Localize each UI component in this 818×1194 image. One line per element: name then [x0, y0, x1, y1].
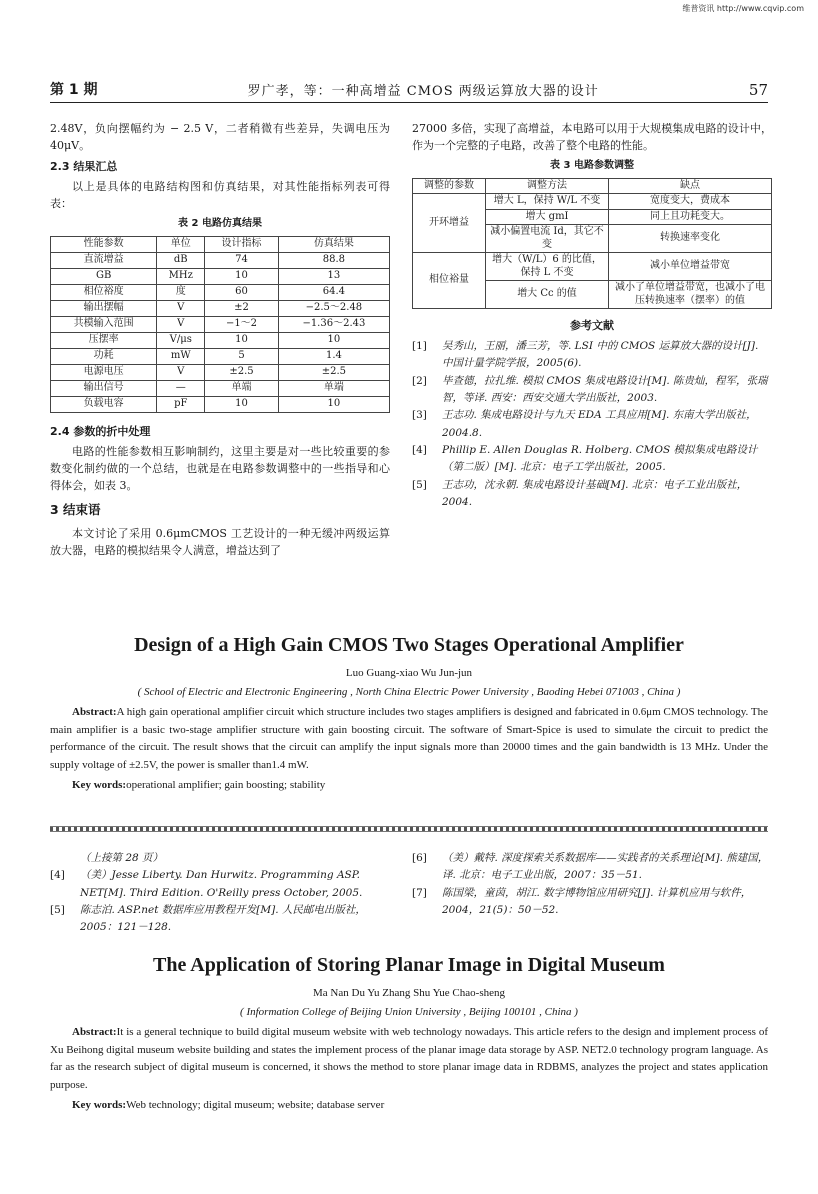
- keywords-text: Web technology; digital museum; website; database server: [126, 1099, 385, 1112]
- english-title: Design of a High Gain CMOS Two Stages Operational Amplifier: [134, 634, 684, 656]
- table-cell: 10: [278, 332, 389, 348]
- table-header: 缺点: [609, 178, 772, 194]
- table-cell: ±2: [205, 300, 279, 316]
- paragraph: 2.48V，负向摆幅约为 − 2.5 V，二者稍微有些差异，失调电压为 40μV。: [50, 122, 390, 153]
- english-title: The Application of Storing Planar Image in Digital Museum: [153, 954, 665, 976]
- table-cell: 增大 L，保持 W/L 不变: [486, 194, 609, 210]
- table-header: 设计指标: [205, 236, 279, 252]
- abstract-label: Abstract:: [72, 706, 117, 719]
- table-cell: V: [157, 316, 205, 332]
- table-cell: 转换速率变化: [609, 225, 772, 253]
- english-authors: Ma Nan Du Yu Zhang Shu Yue Chao-sheng: [313, 987, 505, 999]
- issue-number: 第 1 期: [50, 82, 98, 99]
- reference-item: [50, 850, 395, 867]
- table-cell: 10: [205, 332, 279, 348]
- keywords-label: Key words:: [72, 779, 127, 792]
- table-cell: 直流增益: [51, 252, 157, 268]
- table-row: [51, 284, 390, 300]
- reference-number: [4]: [50, 869, 65, 882]
- table-cell: −1～2: [205, 316, 279, 332]
- section-heading: 2.4 参数的折中处理: [50, 424, 151, 438]
- section-heading: 2.3 结果汇总: [50, 160, 118, 174]
- reference-item: [50, 867, 395, 902]
- table-cell: mW: [157, 348, 205, 364]
- table-cell: 相位裕度: [51, 284, 157, 300]
- reference-number: [4]: [412, 444, 427, 457]
- table-header: 仿真结果: [278, 236, 389, 252]
- table-header: 调整方法: [486, 178, 609, 194]
- section-heading: 3 结束语: [50, 501, 101, 517]
- table-cell: pF: [157, 396, 205, 412]
- right-column: [412, 120, 772, 511]
- table-cell: ±2.5: [278, 364, 389, 380]
- table-row: [51, 348, 390, 364]
- watermark: 维普资讯 http://www.cqvip.com: [682, 4, 804, 13]
- table-cell: 共模输入范围: [51, 316, 157, 332]
- table-cell: 相位裕量: [413, 253, 486, 309]
- table-header: 单位: [157, 236, 205, 252]
- table-row: [51, 364, 390, 380]
- english-abstract: [50, 1024, 768, 1094]
- abstract-text: A high gain operational amplifier circuit which structure includes two stages amplifiers is designed and fabricated in 0.6μm CMOS technology. The main amplifier is a basic two-stage amplifier structure with gain boosting circuit. The software of Smart-Spice is used to simulate the circuit to predict the performance of the circuit. The result shows that the circuit can amplify the input signals more than 20000 times and the gain bandwidth is 13 MHz. Under the supply voltage of ±2.5V, the power is smaller than1.4 mW.: [50, 706, 768, 771]
- table-cell: 10: [205, 396, 279, 412]
- table-row: [51, 380, 390, 396]
- reference-item: [412, 338, 772, 373]
- references-list: [412, 338, 772, 511]
- table-cell: 度: [157, 284, 205, 300]
- english-abstract: [50, 704, 768, 774]
- section-divider: [50, 826, 768, 832]
- reference-item: [412, 477, 772, 512]
- reference-item: [412, 407, 772, 442]
- table-cell: 减小了单位增益带宽，也减小了电压转换速率（摆率）的值: [609, 281, 772, 309]
- table-header: 性能参数: [51, 236, 157, 252]
- table-cell: 5: [205, 348, 279, 364]
- table-cell: 减小单位增益带宽: [609, 253, 772, 281]
- table-cell: 64.4: [278, 284, 389, 300]
- reference-number: [7]: [412, 886, 427, 899]
- table-cell: 10: [278, 396, 389, 412]
- table-cell: −1.36～2.43: [278, 316, 389, 332]
- reference-text: 吴秀山，王丽，潘三芳，等. LSI 中的 CMOS 运算放大器的设计[J]. 中国计量学院学报，2005(6).: [442, 340, 759, 370]
- running-title: 罗广孝，等：一种高增益 CMOS 两级运算放大器的设计: [247, 83, 599, 99]
- english-keywords: [50, 777, 768, 794]
- table-caption: 表 3 电路参数调整: [550, 160, 634, 172]
- table-cell: V: [157, 364, 205, 380]
- table-cell: 减小偏置电流 Id，其它不变: [486, 225, 609, 253]
- table-cell: 负载电容: [51, 396, 157, 412]
- table-row: [51, 332, 390, 348]
- paragraph: 电路的性能参数相互影响制约，这里主要是对一些比较重要的参数变化制约做的一个总结，也就是在电路参数调整中的一些指导和心得体会，如表 3。: [50, 444, 390, 492]
- abstract-text: It is a general technique to build digital museum website with web technology nowadays. This article refers to the design and implement process of Xu Beihong digital museum website building and states the implement process of the planar image data storage by ASP. NET2.0 technology program language. As far as the research subject of digital museum is concerned, it shows the method to store planar image data in RDBMS, analyzes the project and states application purpose.: [50, 1026, 768, 1091]
- paragraph: 以上是具体的电路结构图和仿真结果，对其性能指标列表可得表：: [50, 180, 390, 211]
- reference-item: [50, 902, 395, 937]
- reference-number: [6]: [412, 852, 427, 864]
- table-cell: V: [157, 300, 205, 316]
- keywords-label: Key words:: [72, 1099, 127, 1112]
- reference-item: [412, 373, 772, 408]
- table-row: [51, 316, 390, 332]
- table-cell: MHz: [157, 268, 205, 284]
- reference-number: [2]: [412, 374, 427, 387]
- reference-text: 陈志泊. ASP.net 数据库应用教程开发[M]. 人民邮电出版社，2005：121－128.: [80, 903, 366, 934]
- parameter-table: [412, 178, 772, 310]
- table-row: [51, 252, 390, 268]
- table-cell: 功耗: [51, 348, 157, 364]
- table-cell: V/μs: [157, 332, 205, 348]
- english-abstract-1: [50, 630, 768, 795]
- reference-text: 毕查德，拉扎维. 模拟 CMOS 集成电路设计[M]. 陈贵灿，程军，张瑞智，等译. 西安：西安交通大学出版社，2003.: [442, 374, 768, 405]
- page-number: 57: [748, 80, 768, 99]
- table-row: [51, 268, 390, 284]
- table-cell: 宽度变大，费成本: [609, 194, 772, 210]
- table-cell: 60: [205, 284, 279, 300]
- reference-item: [412, 885, 772, 920]
- reference-item: [412, 850, 772, 885]
- reference-text: （美）戴特. 深度探索关系数据库——实践者的关系理论[M]. 熊建国，译. 北京：电子工业出版，2007：35－51.: [442, 852, 769, 882]
- table-cell: 输出摆幅: [51, 300, 157, 316]
- table-row: [413, 194, 772, 210]
- references-title: 参考文献: [570, 319, 614, 333]
- reference-item: [412, 442, 772, 477]
- reference-text: 王志功，沈永朝. 集成电路设计基础[M]. 北京：电子工业出版社，2004.: [442, 478, 748, 508]
- english-affiliation: ( School of Electric and Electronic Engineering , North China Electric Power University , Baoding Hebei 071003 , China ): [137, 686, 681, 699]
- table-header: 调整的参数: [413, 178, 486, 194]
- table-cell: 88.8: [278, 252, 389, 268]
- reference-text: Phillip E. Allen Douglas R. Holberg. CMOS 模拟集成电路设计（第二版）[M]. 北京：电子工学出版社，2005.: [442, 444, 758, 474]
- reference-text: （上接第 28 页）: [80, 852, 164, 864]
- reference-text: 陈国梁，童茵，胡江. 数字博物馆应用研究[J]. 计算机应用与软件，2004，21(5)：50－52.: [442, 886, 752, 916]
- reference-text: （美）Jesse Liberty. Dan Hurwitz. Programming ASP. NET[M]. Third Edition. O'Reilly press October, 2005.: [80, 869, 363, 899]
- abstract-label: Abstract:: [72, 1026, 117, 1039]
- table-cell: 增大 gmI: [486, 209, 609, 225]
- english-affiliation: ( Information College of Beijing Union University , Beijing 100101 , China ): [240, 1006, 578, 1019]
- table-cell: 74: [205, 252, 279, 268]
- reference-number: [1]: [412, 340, 427, 353]
- paragraph: 27000 多倍，实现了高增益，本电路可以用于大规模集成电路的设计中，作为一个完整的子电路，改善了整个电路的性能。: [412, 122, 772, 153]
- table-cell: 压摆率: [51, 332, 157, 348]
- keywords-text: operational amplifier; gain boosting; stability: [126, 779, 326, 792]
- table-row: [413, 253, 772, 281]
- table-header-row: [413, 178, 772, 194]
- table-cell: 同上且功耗变大。: [609, 209, 772, 225]
- table-cell: 增大（W/L）6 的比值，保持 L 不变: [486, 253, 609, 281]
- reference-number: [3]: [412, 409, 427, 422]
- table-cell: GB: [51, 268, 157, 284]
- reference-number: [5]: [50, 903, 65, 916]
- table-cell: 单端: [278, 380, 389, 396]
- table-cell: 电源电压: [51, 364, 157, 380]
- table-caption: 表 2 电路仿真结果: [178, 218, 262, 230]
- reference-text: 王志功. 集成电路设计与九天 EDA 工具应用[M]. 东南大学出版社，2004.8.: [442, 409, 757, 439]
- results-table: [50, 236, 390, 413]
- table-cell: 单端: [205, 380, 279, 396]
- table-cell: 开环增益: [413, 194, 486, 253]
- table-row: [51, 300, 390, 316]
- table-header-row: [51, 236, 390, 252]
- table-cell: dB: [157, 252, 205, 268]
- continued-references-left: [50, 850, 395, 937]
- english-abstract-2: [50, 950, 768, 1115]
- table-cell: 13: [278, 268, 389, 284]
- table-cell: ±2.5: [205, 364, 279, 380]
- english-keywords: [50, 1097, 768, 1114]
- table-cell: −2.5～2.48: [278, 300, 389, 316]
- left-column: [50, 120, 390, 559]
- continued-references-right: [412, 850, 772, 919]
- reference-number: [50, 850, 80, 867]
- table-cell: 1.4: [278, 348, 389, 364]
- table-cell: —: [157, 380, 205, 396]
- table-cell: 增大 Cc 的值: [486, 281, 609, 309]
- table-cell: 输出信号: [51, 380, 157, 396]
- reference-number: [5]: [412, 478, 427, 491]
- english-authors: Luo Guang-xiao Wu Jun-jun: [345, 667, 473, 679]
- running-header: [50, 80, 768, 103]
- paragraph: 本文讨论了采用 0.6μmCMOS 工艺设计的一种无缓冲两级运算放大器，电路的模拟结果令人满意，增益达到了: [50, 527, 390, 558]
- table-row: [51, 396, 390, 412]
- table-cell: 10: [205, 268, 279, 284]
